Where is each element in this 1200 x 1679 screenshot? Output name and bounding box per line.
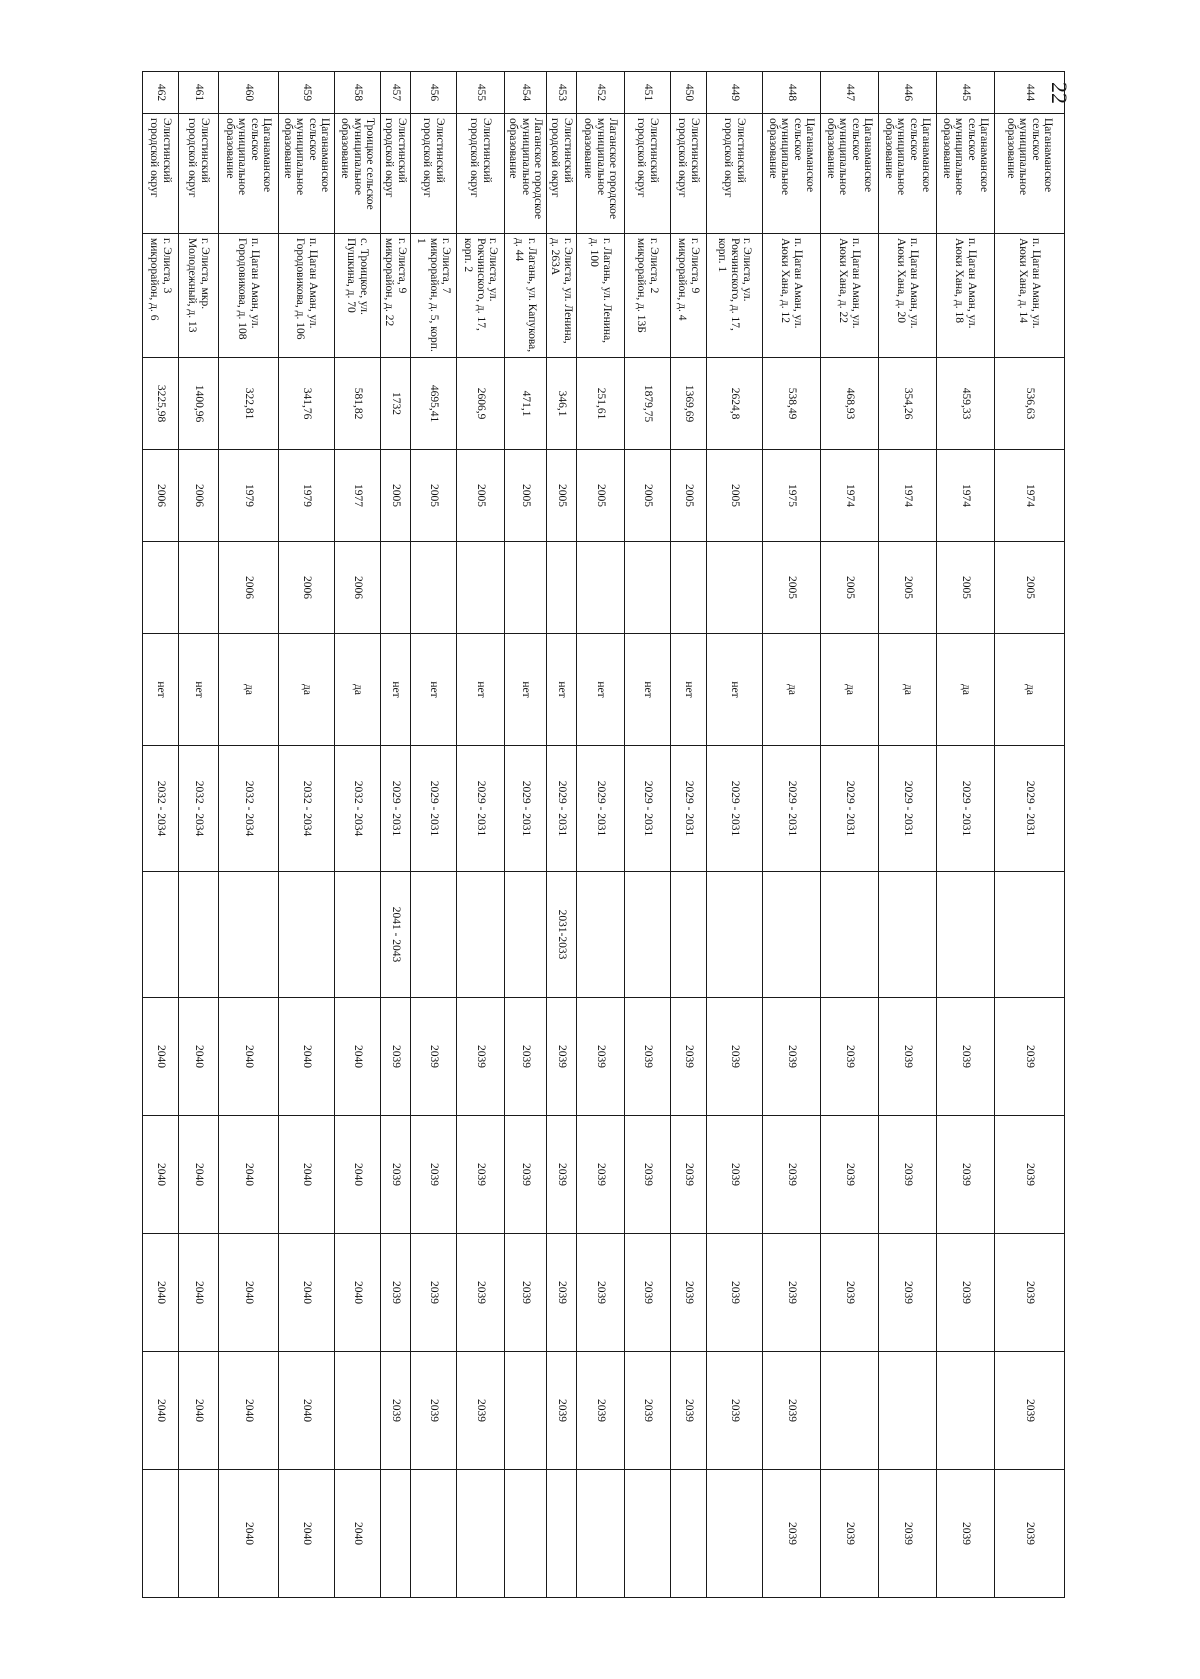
period-b-cell <box>279 872 335 998</box>
row-number: 451 <box>625 72 671 114</box>
area-cell: 346,1 <box>547 358 577 450</box>
year-4-cell: 2039 <box>457 1352 505 1470</box>
row-number: 452 <box>577 72 625 114</box>
period-b-cell: 2031-2033 <box>547 872 577 998</box>
period-a-cell: 2029 - 2031 <box>381 746 411 872</box>
year-1-cell: 2039 <box>577 998 625 1116</box>
year-built-cell: 1974 <box>937 450 995 542</box>
period-a-cell: 2029 - 2031 <box>671 746 707 872</box>
year-1-cell: 2039 <box>821 998 879 1116</box>
address-cell: п. Цаган Аман, ул. Аюки Хана, д. 18 <box>937 234 995 358</box>
year-4-cell: 2039 <box>411 1352 457 1470</box>
address-cell: г. Элиста, 9 микрорайон, д. 22 <box>381 234 411 358</box>
year-repair-cell: 2005 <box>995 542 1065 634</box>
year-1-cell: 2039 <box>671 998 707 1116</box>
year-3-cell: 2039 <box>763 1234 821 1352</box>
period-b-cell <box>179 872 219 998</box>
address-cell: п. Цаган Аман, ул. Аюки Хана, д. 20 <box>879 234 937 358</box>
year-4-cell <box>821 1352 879 1470</box>
year-3-cell: 2039 <box>995 1234 1065 1352</box>
year-1-cell: 2040 <box>143 998 179 1116</box>
year-1-cell: 2039 <box>505 998 547 1116</box>
area-cell: 1400,96 <box>179 358 219 450</box>
period-b-cell <box>505 872 547 998</box>
year-2-cell: 2039 <box>457 1116 505 1234</box>
year-repair-cell <box>381 542 411 634</box>
flag-cell: нет <box>625 634 671 746</box>
flag-cell: нет <box>505 634 547 746</box>
municipality-cell: Лаганское городское муниципальное образование <box>505 114 547 234</box>
year-built-cell: 2005 <box>577 450 625 542</box>
flag-cell: нет <box>547 634 577 746</box>
municipality-cell: Цаганаманское сельское муниципальное образование <box>279 114 335 234</box>
flag-cell: нет <box>577 634 625 746</box>
year-1-cell: 2039 <box>937 998 995 1116</box>
year-5-cell: 2040 <box>219 1470 279 1598</box>
municipality-cell: Элистинский городской округ <box>671 114 707 234</box>
year-repair-cell: 2005 <box>763 542 821 634</box>
address-cell: г. Элиста, 2 микрорайон, д. 13Б <box>625 234 671 358</box>
year-5-cell <box>547 1470 577 1598</box>
period-a-cell: 2032 - 2034 <box>179 746 219 872</box>
period-b-cell <box>937 872 995 998</box>
year-3-cell: 2039 <box>821 1234 879 1352</box>
table-row <box>179 72 219 1598</box>
table-row <box>879 72 937 1598</box>
flag-cell: да <box>335 634 381 746</box>
area-cell: 354,26 <box>879 358 937 450</box>
year-5-cell <box>625 1470 671 1598</box>
year-repair-cell <box>671 542 707 634</box>
municipality-cell: Цаганаманское сельское муниципальное образование <box>763 114 821 234</box>
year-1-cell: 2040 <box>219 998 279 1116</box>
year-3-cell: 2039 <box>879 1234 937 1352</box>
year-5-cell: 2039 <box>879 1470 937 1598</box>
year-4-cell <box>937 1352 995 1470</box>
year-built-cell: 2005 <box>707 450 763 542</box>
year-2-cell: 2039 <box>879 1116 937 1234</box>
period-b-cell <box>879 872 937 998</box>
year-3-cell: 2040 <box>143 1234 179 1352</box>
year-4-cell <box>335 1352 381 1470</box>
row-number: 461 <box>179 72 219 114</box>
year-1-cell: 2039 <box>625 998 671 1116</box>
table-body <box>143 72 1065 1598</box>
year-4-cell: 2039 <box>763 1352 821 1470</box>
year-3-cell: 2039 <box>707 1234 763 1352</box>
period-b-cell <box>577 872 625 998</box>
period-b-cell <box>411 872 457 998</box>
year-3-cell: 2039 <box>577 1234 625 1352</box>
year-5-cell: 2039 <box>763 1470 821 1598</box>
row-number: 448 <box>763 72 821 114</box>
year-repair-cell <box>625 542 671 634</box>
flag-cell: нет <box>411 634 457 746</box>
flag-cell: да <box>879 634 937 746</box>
year-built-cell: 2005 <box>381 450 411 542</box>
year-2-cell: 2039 <box>547 1116 577 1234</box>
period-b-cell <box>707 872 763 998</box>
year-3-cell: 2040 <box>279 1234 335 1352</box>
address-cell: г. Элиста, 7 микрорайон, д. 5, корп. 1 <box>411 234 457 358</box>
year-built-cell: 2005 <box>671 450 707 542</box>
flag-cell: нет <box>671 634 707 746</box>
year-repair-cell <box>143 542 179 634</box>
year-5-cell <box>411 1470 457 1598</box>
year-4-cell: 2039 <box>625 1352 671 1470</box>
period-b-cell <box>219 872 279 998</box>
year-4-cell: 2040 <box>179 1352 219 1470</box>
year-1-cell: 2039 <box>995 998 1065 1116</box>
table-row <box>821 72 879 1598</box>
year-5-cell: 2040 <box>335 1470 381 1598</box>
address-cell: п. Цаган Аман, ул. Аюки Хана, д. 14 <box>995 234 1065 358</box>
municipality-cell: Лаганское городское муниципальное образование <box>577 114 625 234</box>
flag-cell: да <box>821 634 879 746</box>
year-built-cell: 1977 <box>335 450 381 542</box>
page-number: 22 <box>1047 82 1072 104</box>
year-1-cell: 2039 <box>707 998 763 1116</box>
municipality-cell: Элистинский городской округ <box>457 114 505 234</box>
year-2-cell: 2039 <box>937 1116 995 1234</box>
row-number: 460 <box>219 72 279 114</box>
year-repair-cell <box>547 542 577 634</box>
address-cell: п. Цаган Аман, ул. Городовикова, д. 106 <box>279 234 335 358</box>
table-row <box>335 72 381 1598</box>
year-repair-cell: 2005 <box>937 542 995 634</box>
address-cell: г. Элиста, ул. Ленина, д. 263А <box>547 234 577 358</box>
table-row <box>457 72 505 1598</box>
period-a-cell: 2029 - 2031 <box>995 746 1065 872</box>
period-b-cell: 2041 - 2043 <box>381 872 411 998</box>
year-4-cell: 2039 <box>577 1352 625 1470</box>
year-repair-cell: 2005 <box>821 542 879 634</box>
year-built-cell: 1974 <box>995 450 1065 542</box>
table-row <box>143 72 179 1598</box>
address-cell: г. Элиста, 9 микрорайон, д. 4 <box>671 234 707 358</box>
period-a-cell: 2029 - 2031 <box>937 746 995 872</box>
row-number: 449 <box>707 72 763 114</box>
table-row <box>707 72 763 1598</box>
area-cell: 468,93 <box>821 358 879 450</box>
year-2-cell: 2040 <box>179 1116 219 1234</box>
period-a-cell: 2029 - 2031 <box>707 746 763 872</box>
year-2-cell: 2039 <box>381 1116 411 1234</box>
table-row <box>763 72 821 1598</box>
row-number: 457 <box>381 72 411 114</box>
flag-cell: да <box>279 634 335 746</box>
table-row <box>625 72 671 1598</box>
area-cell: 1369,69 <box>671 358 707 450</box>
year-1-cell: 2039 <box>763 998 821 1116</box>
area-cell: 1732 <box>381 358 411 450</box>
address-cell: г. Элиста, ул. Рокчинского, д. 17, корп. 1 <box>707 234 763 358</box>
year-2-cell: 2039 <box>625 1116 671 1234</box>
year-5-cell <box>577 1470 625 1598</box>
year-built-cell: 2006 <box>179 450 219 542</box>
year-5-cell <box>381 1470 411 1598</box>
year-4-cell <box>505 1352 547 1470</box>
municipality-cell: Элистинский городской округ <box>179 114 219 234</box>
period-a-cell: 2029 - 2031 <box>577 746 625 872</box>
period-b-cell <box>671 872 707 998</box>
row-number: 447 <box>821 72 879 114</box>
period-b-cell <box>625 872 671 998</box>
area-cell: 2606,9 <box>457 358 505 450</box>
period-b-cell <box>335 872 381 998</box>
address-cell: с. Троицкое, ул. Пушкина, д. 70 <box>335 234 381 358</box>
row-number: 462 <box>143 72 179 114</box>
year-2-cell: 2039 <box>821 1116 879 1234</box>
year-repair-cell <box>577 542 625 634</box>
year-3-cell: 2039 <box>505 1234 547 1352</box>
table-row <box>547 72 577 1598</box>
period-a-cell: 2029 - 2031 <box>625 746 671 872</box>
municipality-cell: Элистинский городской округ <box>381 114 411 234</box>
area-cell: 581,82 <box>335 358 381 450</box>
year-2-cell: 2039 <box>411 1116 457 1234</box>
period-b-cell <box>995 872 1065 998</box>
year-1-cell: 2039 <box>457 998 505 1116</box>
table-row <box>671 72 707 1598</box>
year-1-cell: 2039 <box>411 998 457 1116</box>
year-5-cell: 2039 <box>937 1470 995 1598</box>
year-built-cell: 2005 <box>411 450 457 542</box>
area-cell: 2624,8 <box>707 358 763 450</box>
year-built-cell: 2005 <box>457 450 505 542</box>
year-repair-cell: 2005 <box>879 542 937 634</box>
year-4-cell: 2039 <box>381 1352 411 1470</box>
row-number: 444 <box>995 72 1065 114</box>
period-a-cell: 2032 - 2034 <box>219 746 279 872</box>
rotated-table-wrapper <box>142 71 1065 1598</box>
period-a-cell: 2029 - 2031 <box>505 746 547 872</box>
period-a-cell: 2032 - 2034 <box>279 746 335 872</box>
year-4-cell <box>879 1352 937 1470</box>
table-row <box>219 72 279 1598</box>
area-cell: 251,61 <box>577 358 625 450</box>
year-3-cell: 2040 <box>179 1234 219 1352</box>
year-built-cell: 1979 <box>219 450 279 542</box>
table-row <box>279 72 335 1598</box>
year-2-cell: 2039 <box>995 1116 1065 1234</box>
address-cell: п. Цаган Аман, ул. Аюки Хана, д. 12 <box>763 234 821 358</box>
year-3-cell: 2039 <box>671 1234 707 1352</box>
municipality-cell: Цаганаманское сельское муниципальное образование <box>879 114 937 234</box>
year-4-cell: 2040 <box>219 1352 279 1470</box>
flag-cell: да <box>219 634 279 746</box>
year-built-cell: 2005 <box>625 450 671 542</box>
period-b-cell <box>143 872 179 998</box>
year-3-cell: 2040 <box>219 1234 279 1352</box>
year-5-cell <box>179 1470 219 1598</box>
year-5-cell: 2039 <box>821 1470 879 1598</box>
year-5-cell <box>457 1470 505 1598</box>
table-row <box>577 72 625 1598</box>
year-5-cell: 2039 <box>995 1470 1065 1598</box>
year-repair-cell <box>505 542 547 634</box>
area-cell: 471,1 <box>505 358 547 450</box>
municipality-cell: Элистинский городской округ <box>411 114 457 234</box>
year-2-cell: 2039 <box>671 1116 707 1234</box>
year-3-cell: 2039 <box>937 1234 995 1352</box>
period-b-cell <box>457 872 505 998</box>
period-a-cell: 2029 - 2031 <box>763 746 821 872</box>
year-2-cell: 2039 <box>505 1116 547 1234</box>
year-4-cell: 2039 <box>995 1352 1065 1470</box>
table-row <box>381 72 411 1598</box>
year-1-cell: 2039 <box>381 998 411 1116</box>
year-repair-cell <box>411 542 457 634</box>
year-4-cell: 2040 <box>279 1352 335 1470</box>
table-row <box>995 72 1065 1598</box>
period-a-cell: 2029 - 2031 <box>879 746 937 872</box>
row-number: 458 <box>335 72 381 114</box>
row-number: 453 <box>547 72 577 114</box>
flag-cell: нет <box>707 634 763 746</box>
year-2-cell: 2040 <box>335 1116 381 1234</box>
flag-cell: да <box>995 634 1065 746</box>
year-repair-cell: 2006 <box>335 542 381 634</box>
year-1-cell: 2039 <box>879 998 937 1116</box>
area-cell: 341,76 <box>279 358 335 450</box>
table-row <box>937 72 995 1598</box>
year-repair-cell <box>707 542 763 634</box>
table-row <box>411 72 457 1598</box>
year-4-cell: 2040 <box>143 1352 179 1470</box>
address-cell: г. Элиста, ул. Рокчинского, д. 17, корп. 2 <box>457 234 505 358</box>
table-row <box>505 72 547 1598</box>
area-cell: 459,33 <box>937 358 995 450</box>
year-repair-cell <box>457 542 505 634</box>
municipality-cell: Элистинский городской округ <box>547 114 577 234</box>
year-2-cell: 2040 <box>279 1116 335 1234</box>
year-built-cell: 2006 <box>143 450 179 542</box>
year-4-cell: 2039 <box>707 1352 763 1470</box>
area-cell: 538,49 <box>763 358 821 450</box>
period-a-cell: 2032 - 2034 <box>335 746 381 872</box>
year-5-cell <box>671 1470 707 1598</box>
address-cell: г. Лагань, ул. Ленина, д. 100 <box>577 234 625 358</box>
address-cell: п. Цаган Аман, ул. Городовикова, д. 108 <box>219 234 279 358</box>
municipality-cell: Элистинский городской округ <box>625 114 671 234</box>
year-1-cell: 2040 <box>279 998 335 1116</box>
year-2-cell: 2040 <box>219 1116 279 1234</box>
year-3-cell: 2039 <box>381 1234 411 1352</box>
row-number: 446 <box>879 72 937 114</box>
area-cell: 1879,75 <box>625 358 671 450</box>
year-2-cell: 2039 <box>707 1116 763 1234</box>
period-b-cell <box>763 872 821 998</box>
year-1-cell: 2040 <box>335 998 381 1116</box>
municipality-cell: Цаганаманское сельское муниципальное образование <box>821 114 879 234</box>
address-cell: г. Элиста, 3 микрорайон, д. 6 <box>143 234 179 358</box>
row-number: 459 <box>279 72 335 114</box>
municipality-cell: Цаганаманское сельское муниципальное образование <box>219 114 279 234</box>
housing-register-table <box>142 71 1065 1598</box>
year-5-cell: 2040 <box>279 1470 335 1598</box>
municipality-cell: Элистинский городской округ <box>707 114 763 234</box>
year-1-cell: 2040 <box>179 998 219 1116</box>
municipality-cell: Троицкое сельское муниципальное образование <box>335 114 381 234</box>
row-number: 454 <box>505 72 547 114</box>
area-cell: 4695,41 <box>411 358 457 450</box>
area-cell: 536,63 <box>995 358 1065 450</box>
year-5-cell <box>505 1470 547 1598</box>
municipality-cell: Элистинский городской округ <box>143 114 179 234</box>
flag-cell: нет <box>179 634 219 746</box>
year-4-cell: 2039 <box>547 1352 577 1470</box>
period-a-cell: 2029 - 2031 <box>411 746 457 872</box>
year-built-cell: 2005 <box>547 450 577 542</box>
municipality-cell: Цаганаманское сельское муниципальное образование <box>937 114 995 234</box>
year-built-cell: 2005 <box>505 450 547 542</box>
year-repair-cell: 2006 <box>219 542 279 634</box>
year-3-cell: 2039 <box>411 1234 457 1352</box>
year-3-cell: 2040 <box>335 1234 381 1352</box>
flag-cell: нет <box>457 634 505 746</box>
year-repair-cell <box>179 542 219 634</box>
year-5-cell <box>707 1470 763 1598</box>
year-3-cell: 2039 <box>457 1234 505 1352</box>
year-2-cell: 2039 <box>763 1116 821 1234</box>
year-3-cell: 2039 <box>625 1234 671 1352</box>
flag-cell: да <box>937 634 995 746</box>
year-2-cell: 2040 <box>143 1116 179 1234</box>
row-number: 455 <box>457 72 505 114</box>
year-2-cell: 2039 <box>577 1116 625 1234</box>
address-cell: г. Лагань, ул. Капукова, д. 44 <box>505 234 547 358</box>
year-3-cell: 2039 <box>547 1234 577 1352</box>
year-4-cell: 2039 <box>671 1352 707 1470</box>
row-number: 445 <box>937 72 995 114</box>
row-number: 456 <box>411 72 457 114</box>
period-b-cell <box>821 872 879 998</box>
flag-cell: нет <box>143 634 179 746</box>
row-number: 450 <box>671 72 707 114</box>
year-built-cell: 1975 <box>763 450 821 542</box>
flag-cell: нет <box>381 634 411 746</box>
year-built-cell: 1979 <box>279 450 335 542</box>
year-built-cell: 1974 <box>879 450 937 542</box>
year-1-cell: 2039 <box>547 998 577 1116</box>
year-built-cell: 1974 <box>821 450 879 542</box>
address-cell: п. Цаган Аман, ул. Аюки Хана, д. 22 <box>821 234 879 358</box>
year-5-cell <box>143 1470 179 1598</box>
period-a-cell: 2029 - 2031 <box>547 746 577 872</box>
period-a-cell: 2029 - 2031 <box>457 746 505 872</box>
period-a-cell: 2029 - 2031 <box>821 746 879 872</box>
year-repair-cell: 2006 <box>279 542 335 634</box>
period-a-cell: 2032 - 2034 <box>143 746 179 872</box>
address-cell: г. Элиста, мкр. Молодежный, д. 13 <box>179 234 219 358</box>
area-cell: 322,81 <box>219 358 279 450</box>
area-cell: 3225,98 <box>143 358 179 450</box>
municipality-cell: Цаганаманское сельское муниципальное образование <box>995 114 1065 234</box>
flag-cell: да <box>763 634 821 746</box>
